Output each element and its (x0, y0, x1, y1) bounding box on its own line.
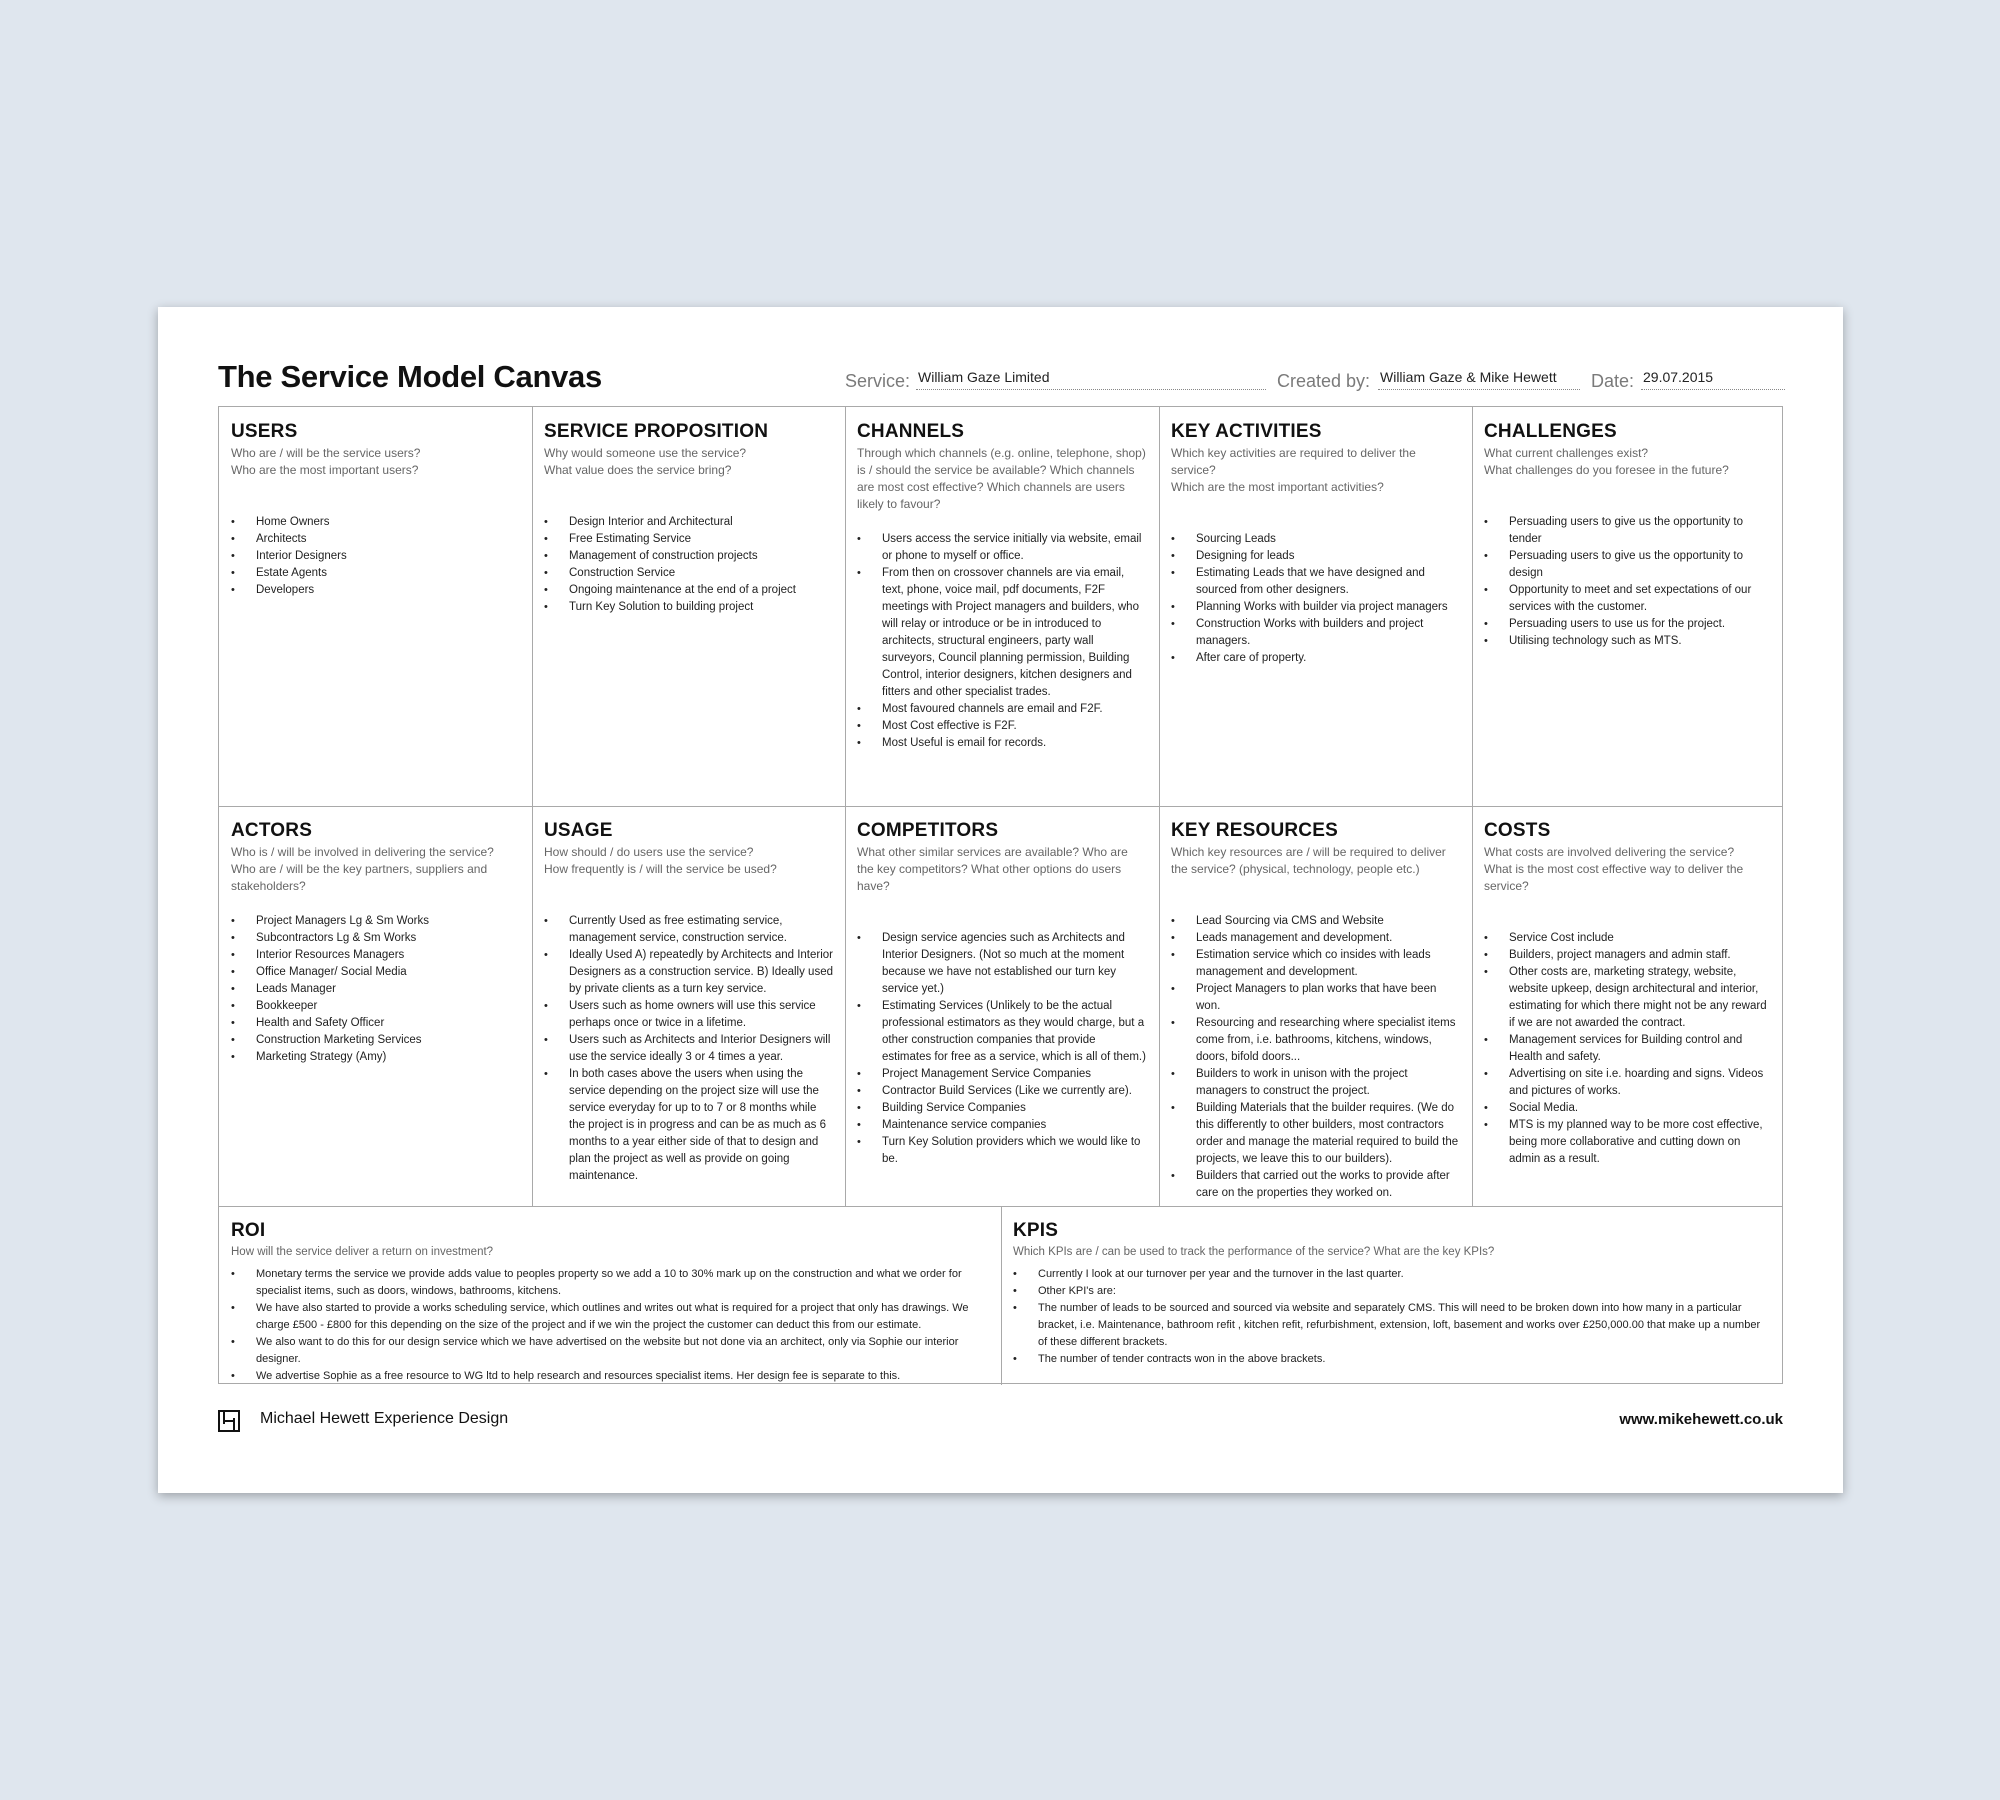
bullet-list (1171, 531, 1460, 667)
section-title: CHALLENGES (1484, 421, 1617, 442)
bullet-list (544, 514, 833, 616)
list-item: • Turn Key Solution providers which we would like to be. (882, 1134, 1147, 1168)
list-item: • Estimating Leads that we have designed and sourced from other designers. (1196, 565, 1460, 599)
list-item: • Maintenance service companies (882, 1117, 1147, 1134)
list-item: • Resourcing and researching where specialist items come from, i.e. bathrooms, kitchens, windows, doors, bifold doors... (1196, 1015, 1460, 1066)
section-question: Through which channels (e.g. online, telephone, shop) is / should the service be available? Which channels are most cost effective? Which channels are users likely to favour? (857, 446, 1146, 511)
section-title: ROI (231, 1220, 266, 1241)
list-item: • MTS is my planned way to be more cost effective, being more collaborative and cutting down on admin as a result. (1509, 1117, 1772, 1168)
list-item: • From then on crossover channels are via email, text, phone, voice mail, pdf documents, F2F meetings with Project managers and builders, who will relay or introduce or be in introduced to architects, structural engineers, party wall surveyors, Council planning permission, Building Control, interior designers, kitchen designers and fitters and other specialist trades. (882, 565, 1147, 701)
list-item: • Building Service Companies (882, 1100, 1147, 1117)
list-item: • Construction Marketing Services (256, 1032, 520, 1049)
list-item: • Bookkeeper (256, 998, 520, 1015)
list-item: • Ideally Used A) repeatedly by Architects and Interior Designers as a construction service. B) Ideally used by private clients as a turn key service. (569, 947, 833, 998)
list-item: • Building Materials that the builder requires. (We do this differently to other builders, most contractors order and manage the material required to build the projects, we leave this to our builders). (1196, 1100, 1460, 1168)
list-item: • The number of tender contracts won in the above brackets. (1038, 1351, 1772, 1368)
roi-section (219, 1206, 1001, 1385)
section-title: COMPETITORS (857, 820, 999, 841)
bullet-list (1013, 1266, 1772, 1368)
section-title: COSTS (1484, 820, 1551, 841)
channels-section (845, 407, 1159, 806)
list-item: • Estimation service which co insides with leads management and development. (1196, 947, 1460, 981)
list-item: • Builders that carried out the works to provide after care on the properties they worked on. (1196, 1168, 1460, 1202)
bullet-list (231, 1266, 989, 1385)
page-title: The Service Model Canvas (218, 359, 602, 394)
list-item: • Office Manager/ Social Media (256, 964, 520, 981)
list-item: • Estimating Services (Unlikely to be the actual professional estimators as they would charge, but a other construction companies that provide estimates for free as a service, which is all of them.) (882, 998, 1147, 1066)
section-question: Which key activities are required to deliver the service? Which are the most important activities? (1171, 446, 1416, 494)
section-question: What current challenges exist? What challenges do you foresee in the future? (1484, 446, 1729, 477)
list-item: • Design service agencies such as Architects and Interior Designers. (Not so much at the moment because we have not established our turn key service yet.) (882, 930, 1147, 998)
section-question: How should / do users use the service? How frequently is / will the service be used? (544, 845, 777, 876)
canvas-grid (218, 406, 1783, 1384)
section-question: Which key resources are / will be required to deliver the service? (physical, technology, people etc.) (1171, 845, 1446, 876)
list-item: • Project Managers to plan works that have been won. (1196, 981, 1460, 1015)
list-item: • Subcontractors Lg & Sm Works (256, 930, 520, 947)
list-item: • Persuading users to give us the opportunity to tender (1509, 514, 1772, 548)
section-question: How will the service deliver a return on investment? (231, 1246, 494, 1258)
list-item: • Project Managers Lg & Sm Works (256, 913, 520, 930)
date-label: Date: (1591, 371, 1635, 391)
bullet-list (857, 930, 1147, 1168)
section-title: USERS (231, 421, 298, 442)
list-item: • Interior Designers (256, 548, 520, 565)
bullet-list (1171, 913, 1460, 1202)
list-item: • Builders, project managers and admin staff. (1509, 947, 1772, 964)
list-item: • Most Useful is email for records. (882, 735, 1147, 752)
list-item: • Social Media. (1509, 1100, 1772, 1117)
mh-square-logo-icon (218, 1410, 240, 1432)
list-item: • Planning Works with builder via project managers (1196, 599, 1460, 616)
list-item: • Currently I look at our turnover per year and the turnover in the last quarter. (1038, 1266, 1772, 1283)
section-title: KPIS (1013, 1220, 1059, 1241)
canvas-sheet (158, 307, 1843, 1493)
list-item: • Design Interior and Architectural (569, 514, 833, 531)
list-item: • Other costs are, marketing strategy, website, website upkeep, design architectural and interior, estimating for which there might not be any reward if we are not awarded the contract. (1509, 964, 1772, 1032)
section-title: KEY ACTIVITIES (1171, 421, 1322, 442)
key-resources-section (1159, 806, 1472, 1206)
list-item: • Construction Service (569, 565, 833, 582)
list-item: • Health and Safety Officer (256, 1015, 520, 1032)
section-title: ACTORS (231, 820, 313, 841)
section-question: Who is / will be involved in delivering the service? Who are / will be the key partners, suppliers and stakeholders? (231, 845, 494, 893)
competitors-section (845, 806, 1159, 1206)
list-item: • Users such as home owners will use this service perhaps once or twice in a lifetime. (569, 998, 833, 1032)
list-item: • In both cases above the users when using the service depending on the project size will use the service everyday for up to to 7 or 8 months while the project is in progress and can be as much as 6 months to a year either side of that to design and plan the project as well as provide on going maintenance. (569, 1066, 833, 1185)
list-item: • Architects (256, 531, 520, 548)
list-item: • Leads Manager (256, 981, 520, 998)
list-item: • Designing for leads (1196, 548, 1460, 565)
list-item: • Opportunity to meet and set expectations of our services with the customer. (1509, 582, 1772, 616)
key-activities-section (1159, 407, 1472, 806)
kpis-section (1001, 1206, 1784, 1385)
list-item: • Interior Resources Managers (256, 947, 520, 964)
list-item: • We have also started to provide a works scheduling service, which outlines and writes out what is required for a project that only has drawings. We charge £500 - £800 for this depending on the size of the project and if we win the project the customer can deduct this from our estimate. (256, 1300, 989, 1334)
list-item: • Most Cost effective is F2F. (882, 718, 1147, 735)
website-link[interactable]: www.mikehewett.co.uk (1619, 1411, 1783, 1428)
section-title: USAGE (544, 820, 613, 841)
usage-section (532, 806, 845, 1206)
list-item: • Users access the service initially via website, email or phone to myself or office. (882, 531, 1147, 565)
list-item: • Service Cost include (1509, 930, 1772, 947)
list-item: • Lead Sourcing via CMS and Website (1196, 913, 1460, 930)
section-title: KEY RESOURCES (1171, 820, 1338, 841)
list-item: • Persuading users to give us the opportunity to design (1509, 548, 1772, 582)
list-item: • Construction Works with builders and project managers. (1196, 616, 1460, 650)
list-item: • Persuading users to use us for the project. (1509, 616, 1772, 633)
list-item: • Users such as Architects and Interior Designers will use the service ideally 3 or 4 times a year. (569, 1032, 833, 1066)
list-item: • Developers (256, 582, 520, 599)
section-question: Who are / will be the service users? Who are the most important users? (231, 446, 421, 477)
list-item: • Contractor Build Services (Like we currently are). (882, 1083, 1147, 1100)
bullet-list (1484, 930, 1772, 1168)
created-by-label: Created by: (1277, 371, 1371, 391)
list-item: • Management services for Building control and Health and safety. (1509, 1032, 1772, 1066)
list-item: • Marketing Strategy (Amy) (256, 1049, 520, 1066)
date-field[interactable]: 29.07.2015 (1641, 369, 1785, 390)
bullet-list (857, 531, 1147, 752)
actors-section (219, 806, 532, 1206)
list-item: • Monetary terms the service we provide adds value to peoples property so we add a 10 to 30% mark up on the construction and what we order for specialist items, such as doors, windows, bathrooms, kitchens. (256, 1266, 989, 1300)
bullet-list (1484, 514, 1772, 650)
costs-section (1472, 806, 1784, 1206)
section-question: Which KPIs are / can be used to track the performance of the service? What are the key KPIs? (1013, 1246, 1495, 1258)
list-item: • Other KPI's are: (1038, 1283, 1772, 1300)
section-question: Why would someone use the service? What value does the service bring? (544, 446, 747, 477)
list-item: • Home Owners (256, 514, 520, 531)
list-item: • Sourcing Leads (1196, 531, 1460, 548)
section-question: What costs are involved delivering the service? What is the most cost effective way to deliver the service? (1484, 845, 1744, 893)
list-item: • Most favoured channels are email and F2F. (882, 701, 1147, 718)
list-item: • Project Management Service Companies (882, 1066, 1147, 1083)
list-item: • Free Estimating Service (569, 531, 833, 548)
section-title: SERVICE PROPOSITION (544, 421, 769, 442)
list-item: • Utilising technology such as MTS. (1509, 633, 1772, 650)
company-name: Michael Hewett Experience Design (260, 1410, 509, 1427)
bullet-list (231, 913, 520, 1066)
created-by-field[interactable]: William Gaze & Mike Hewett (1378, 369, 1580, 390)
section-question: What other similar services are available? Who are the key competitors? What other options do users have? (857, 845, 1128, 893)
list-item: • Advertising on site i.e. hoarding and signs. Videos and pictures of works. (1509, 1066, 1772, 1100)
service-label: Service: (845, 371, 911, 391)
list-item: • We also want to do this for our design service which we have advertised on the website but not done via an architect, only via Sophie our interior designer. (256, 1334, 989, 1368)
users-section (219, 407, 532, 806)
list-item: • Currently Used as free estimating service, management service, construction service. (569, 913, 833, 947)
list-item: • The number of leads to be sourced and sourced via website and separately CMS. This will need to be broken down into how many in a particular bracket, i.e. Maintenance, bathroom refit , kitchen refit, refurbishment, extension, loft, basement and works over £250,000.00 that make up a number of these different brackets. (1038, 1300, 1772, 1351)
service-field[interactable]: William Gaze Limited (916, 369, 1266, 390)
list-item: • We advertise Sophie as a free resource to WG ltd to help research and resources specialist items. Her design fee is separate to this. (256, 1368, 989, 1385)
list-item: • After care of property. (1196, 650, 1460, 667)
challenges-section (1472, 407, 1784, 806)
list-item: • Turn Key Solution to building project (569, 599, 833, 616)
list-item: • Ongoing maintenance at the end of a project (569, 582, 833, 599)
list-item: • Leads management and development. (1196, 930, 1460, 947)
list-item: • Builders to work in unison with the project managers to construct the project. (1196, 1066, 1460, 1100)
service-proposition-section (532, 407, 845, 806)
bullet-list (231, 514, 520, 599)
list-item: • Estate Agents (256, 565, 520, 582)
section-title: CHANNELS (857, 421, 965, 442)
list-item: • Management of construction projects (569, 548, 833, 565)
bullet-list (544, 913, 833, 1185)
